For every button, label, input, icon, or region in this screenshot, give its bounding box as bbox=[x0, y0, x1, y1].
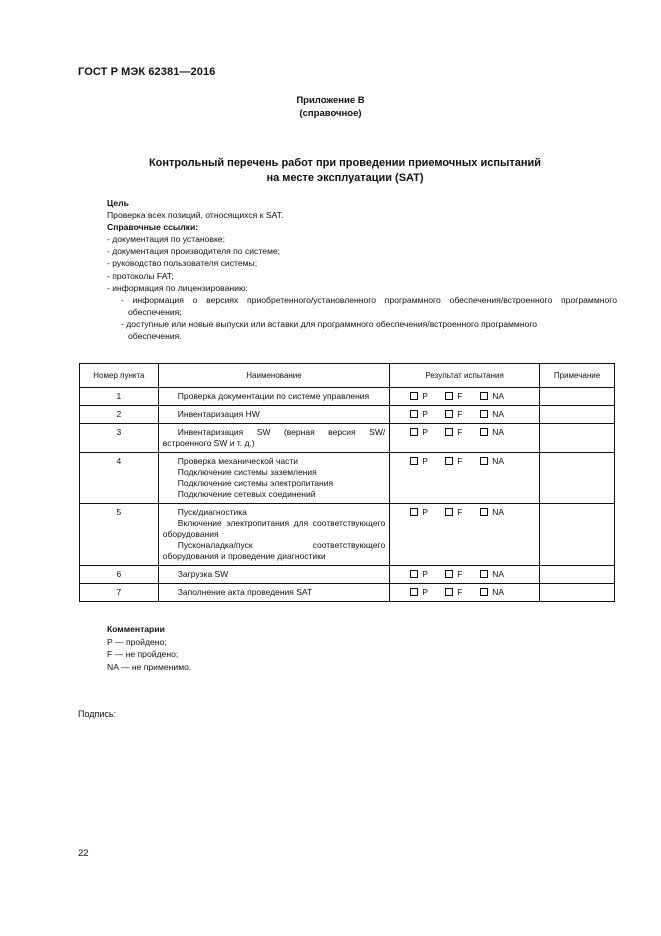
table-row bbox=[80, 424, 615, 453]
reference-item: - протоколы FAT; bbox=[107, 270, 174, 281]
page-number: 22 bbox=[78, 848, 89, 859]
checkbox-icon[interactable] bbox=[445, 570, 453, 578]
row-name-paragraph: Включение электропитания для соответствующего оборудования bbox=[162, 518, 386, 539]
row-notes bbox=[540, 424, 615, 453]
comments-heading: Комментарии bbox=[107, 624, 165, 634]
row-name-text: Инвентаризация HW bbox=[177, 409, 260, 419]
purpose-text: Проверка всех позиций, относящихся к SAT. bbox=[107, 210, 284, 221]
result-option bbox=[480, 391, 504, 402]
row-notes bbox=[540, 406, 615, 424]
checkbox-icon[interactable] bbox=[410, 410, 418, 418]
annex-heading bbox=[0, 94, 661, 120]
comment-item: P — пройдено; bbox=[107, 636, 167, 647]
header-notes: Примечание bbox=[540, 364, 615, 388]
reference-item: - информация по лицензированию: bbox=[107, 282, 248, 293]
header-name: Наименование bbox=[158, 364, 389, 388]
result-option bbox=[480, 587, 504, 598]
row-result bbox=[390, 406, 540, 424]
result-option bbox=[480, 507, 504, 518]
row-notes bbox=[540, 584, 615, 602]
row-result bbox=[390, 424, 540, 453]
table-row bbox=[80, 566, 615, 584]
row-name-text: Заполнение акта проведения SAT bbox=[177, 587, 313, 597]
result-option bbox=[410, 391, 445, 402]
checkbox-icon[interactable] bbox=[410, 508, 418, 516]
result-option bbox=[445, 569, 480, 580]
comment-item: F — не пройдено; bbox=[107, 649, 179, 659]
result-option-label: P bbox=[422, 587, 428, 597]
result-option bbox=[445, 409, 480, 420]
checkbox-icon[interactable] bbox=[445, 392, 453, 400]
result-option-label: NA bbox=[492, 507, 505, 517]
result-option bbox=[410, 507, 445, 518]
result-option-label: F bbox=[457, 427, 463, 437]
result-option-label: NA bbox=[492, 427, 505, 437]
result-option-label: P bbox=[422, 507, 428, 517]
result-option-label: F bbox=[457, 409, 463, 419]
result-option-label: F bbox=[457, 391, 463, 401]
license-subitem: - информация о версиях приобретенного/установленного программного обеспечения/встроенного программного обеспечения; bbox=[121, 294, 617, 317]
row-name bbox=[158, 424, 389, 453]
checklist-table bbox=[79, 363, 615, 602]
reference-item: - документация производителя по системе; bbox=[107, 246, 281, 257]
checkbox-icon[interactable] bbox=[480, 570, 488, 578]
result-option-label: F bbox=[457, 456, 463, 466]
row-number: 5 bbox=[80, 504, 159, 566]
checkbox-icon[interactable] bbox=[410, 428, 418, 436]
reference-item: - документация по установке; bbox=[107, 234, 225, 245]
result-option bbox=[445, 456, 480, 467]
row-result bbox=[390, 504, 540, 566]
result-option bbox=[445, 391, 480, 402]
row-name-line: Подключение сетевых соединений bbox=[177, 489, 316, 499]
checkbox-icon[interactable] bbox=[410, 392, 418, 400]
license-subitem-continuation: обеспечения. bbox=[128, 331, 182, 342]
references-heading: Справочные ссылки: bbox=[107, 222, 199, 233]
result-option-label: P bbox=[422, 427, 428, 437]
row-name-text: Загрузка SW bbox=[177, 569, 229, 579]
row-notes bbox=[540, 453, 615, 504]
checkbox-icon[interactable] bbox=[480, 410, 488, 418]
result-option-label: P bbox=[422, 569, 428, 579]
row-name-line: Подключение системы электропитания bbox=[177, 478, 334, 488]
title-line-1: Контрольный перечень работ при проведении приемочных испытаний bbox=[148, 157, 542, 169]
result-option bbox=[410, 587, 445, 598]
license-subitem: - доступные или новые выпуски или вставки для программного обеспечения/встроенного программного bbox=[121, 318, 538, 329]
checkbox-icon[interactable] bbox=[480, 428, 488, 436]
row-name-line: Подключение системы заземления bbox=[177, 467, 317, 477]
annex-title: Приложение B bbox=[296, 95, 365, 106]
row-notes bbox=[540, 566, 615, 584]
table-row bbox=[80, 388, 615, 406]
annex-type: (справочное) bbox=[299, 108, 362, 119]
result-option-label: F bbox=[457, 569, 463, 579]
table-header-row bbox=[80, 364, 615, 388]
result-option-label: NA bbox=[492, 456, 505, 466]
row-name-text: Проверка документации по системе управления bbox=[177, 391, 370, 401]
result-option-label: P bbox=[422, 391, 428, 401]
row-name-paragraph: Пусконаладка/пуск соответствующего оборудования и проведение диагностики bbox=[162, 540, 386, 561]
result-option-label: NA bbox=[492, 569, 505, 579]
row-number: 6 bbox=[80, 566, 159, 584]
row-name-line: Проверка механической части bbox=[177, 456, 299, 466]
row-number: 1 bbox=[80, 388, 159, 406]
row-result bbox=[390, 566, 540, 584]
row-name bbox=[158, 566, 389, 584]
title-line-2: на месте эксплуатации (SAT) bbox=[266, 172, 424, 184]
row-number: 3 bbox=[80, 424, 159, 453]
result-option bbox=[410, 456, 445, 467]
table-row bbox=[80, 453, 615, 504]
checkbox-icon[interactable] bbox=[445, 508, 453, 516]
row-name-paragraph: Пуск/диагностика bbox=[177, 507, 247, 517]
row-number: 2 bbox=[80, 406, 159, 424]
result-option bbox=[410, 427, 445, 438]
comment-item: NA — не применимо. bbox=[107, 661, 192, 672]
result-option-label: F bbox=[457, 507, 463, 517]
reference-item: - руководство пользователя системы; bbox=[107, 258, 258, 269]
result-option-label: P bbox=[422, 409, 428, 419]
comments-section bbox=[107, 623, 191, 673]
result-option bbox=[480, 409, 504, 420]
checkbox-icon[interactable] bbox=[410, 588, 418, 596]
row-notes bbox=[540, 504, 615, 566]
document-standard-header: ГОСТ Р МЭК 62381—2016 bbox=[78, 66, 216, 78]
row-result bbox=[390, 453, 540, 504]
checkbox-icon[interactable] bbox=[480, 392, 488, 400]
result-option bbox=[410, 409, 445, 420]
row-result bbox=[390, 388, 540, 406]
checkbox-icon[interactable] bbox=[445, 410, 453, 418]
result-option bbox=[480, 427, 504, 438]
result-option-label: F bbox=[457, 587, 463, 597]
row-name bbox=[158, 504, 389, 566]
checkbox-icon[interactable] bbox=[410, 570, 418, 578]
row-name-text: Инвентаризация SW (верная версия SW/встроенного SW и т. д.) bbox=[162, 427, 386, 448]
result-option-label: P bbox=[422, 456, 428, 466]
checkbox-icon[interactable] bbox=[445, 457, 453, 465]
row-number: 4 bbox=[80, 453, 159, 504]
result-option bbox=[445, 587, 480, 598]
header-item-number: Номер пункта bbox=[80, 364, 159, 388]
result-option bbox=[445, 427, 480, 438]
checkbox-icon[interactable] bbox=[445, 428, 453, 436]
document-title bbox=[100, 156, 590, 186]
checkbox-icon[interactable] bbox=[480, 508, 488, 516]
table-row bbox=[80, 406, 615, 424]
checkbox-icon[interactable] bbox=[410, 457, 418, 465]
checkbox-icon[interactable] bbox=[480, 457, 488, 465]
row-name bbox=[158, 453, 389, 504]
result-option bbox=[445, 507, 480, 518]
table-row bbox=[80, 584, 615, 602]
result-option bbox=[480, 569, 504, 580]
checkbox-icon[interactable] bbox=[480, 588, 488, 596]
signature-label: Подпись: bbox=[78, 709, 117, 719]
intro-section bbox=[107, 197, 617, 342]
checkbox-icon[interactable] bbox=[445, 588, 453, 596]
row-name bbox=[158, 406, 389, 424]
row-result bbox=[390, 584, 540, 602]
row-name bbox=[158, 388, 389, 406]
row-notes bbox=[540, 388, 615, 406]
result-option bbox=[410, 569, 445, 580]
row-name bbox=[158, 584, 389, 602]
result-option-label: NA bbox=[492, 409, 505, 419]
row-number: 7 bbox=[80, 584, 159, 602]
result-option-label: NA bbox=[492, 391, 505, 401]
result-option bbox=[480, 456, 504, 467]
table-row bbox=[80, 504, 615, 566]
header-test-result: Результат испытания bbox=[390, 364, 540, 388]
purpose-heading: Цель bbox=[107, 198, 129, 208]
result-option-label: NA bbox=[492, 587, 505, 597]
